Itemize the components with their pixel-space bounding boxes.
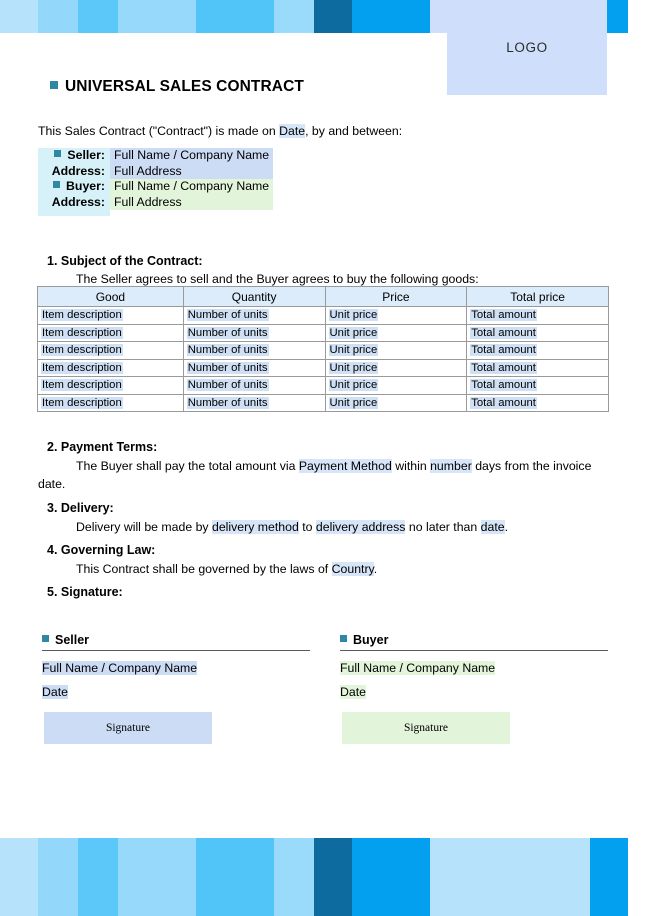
banner-block-1	[38, 0, 78, 33]
goods-cell-r2-c0[interactable]	[38, 342, 184, 360]
parties-table	[38, 148, 273, 216]
square-bullet-icon	[50, 81, 58, 89]
seller-address-row	[38, 164, 273, 180]
square-bullet-icon	[54, 150, 61, 157]
seller-label-text: Seller:	[67, 148, 105, 162]
goods-cell-text: Number of units	[187, 309, 268, 322]
banner-block-4	[196, 838, 274, 916]
buyer-address-label-cell: Address:	[38, 195, 110, 211]
goods-cell-r5-c2[interactable]	[325, 394, 467, 412]
table-row	[38, 342, 609, 360]
seller-signature-name[interactable]: Full Name / Company Name	[42, 661, 198, 675]
buyer-label-text: Buyer:	[66, 179, 105, 193]
s3-text-part4: .	[504, 520, 509, 534]
section-4-body	[38, 560, 598, 578]
goods-cell-text: Item description	[42, 309, 122, 322]
s3-text-part2: to	[298, 520, 316, 534]
parties-spacer-value	[110, 210, 273, 216]
parties-spacer-label	[38, 210, 110, 216]
goods-column-header-total-price: Total price	[467, 287, 609, 307]
goods-cell-r1-c1[interactable]	[183, 324, 325, 342]
goods-cell-text: Number of units	[187, 361, 268, 374]
goods-cell-r4-c2[interactable]	[325, 377, 467, 395]
goods-cell-r1-c0[interactable]	[38, 324, 184, 342]
banner-block-2	[78, 0, 118, 33]
seller-signature-field[interactable]	[44, 712, 212, 744]
goods-cell-text: Number of units	[187, 344, 268, 357]
buyer-address-value[interactable]: Full Address	[110, 195, 273, 211]
section-3-body	[38, 518, 598, 536]
buyer-signature-block	[340, 633, 608, 744]
buyer-name-row	[38, 179, 273, 195]
goods-cell-text: Total amount	[471, 396, 536, 409]
goods-cell-r1-c3[interactable]	[467, 324, 609, 342]
goods-cell-text: Item description	[42, 361, 122, 374]
seller-name-row	[38, 148, 273, 164]
intro-suffix-text: , by and between:	[305, 124, 403, 138]
square-bullet-icon	[42, 635, 49, 642]
s3-text-part3: no later than	[405, 520, 481, 534]
table-row	[38, 377, 609, 395]
s2-text-part2: within	[391, 459, 431, 473]
intro-prefix-text: This Sales Contract ("Contract") is made on	[38, 124, 280, 138]
seller-address-label-cell: Address:	[38, 164, 110, 180]
s4-text-part1: This Contract shall be governed by the laws of	[76, 562, 332, 576]
goods-cell-text: Unit price	[329, 361, 378, 374]
goods-cell-text: Total amount	[471, 361, 536, 374]
seller-address-value[interactable]: Full Address	[110, 164, 273, 180]
section-2-body	[38, 457, 598, 493]
seller-signature-date-line	[42, 677, 310, 701]
square-bullet-icon	[53, 181, 60, 188]
country-placeholder[interactable]: Country	[331, 562, 374, 576]
seller-signature-date[interactable]: Date	[42, 685, 68, 699]
goods-cell-r5-c0[interactable]	[38, 394, 184, 412]
buyer-signature-date[interactable]: Date	[340, 685, 366, 699]
goods-cell-r0-c1[interactable]	[183, 307, 325, 325]
seller-signature-title-text: Seller	[55, 633, 90, 647]
goods-column-header-price: Price	[325, 287, 467, 307]
delivery-date-placeholder[interactable]: date	[480, 520, 505, 534]
seller-name-value[interactable]: Full Name / Company Name	[110, 148, 273, 164]
goods-cell-text: Unit price	[329, 344, 378, 357]
s4-text-part2: .	[373, 562, 378, 576]
section-4-heading: 4. Governing Law:	[47, 543, 156, 557]
goods-cell-text: Total amount	[471, 309, 536, 322]
section-3-heading: 3. Delivery:	[47, 501, 114, 515]
buyer-label-cell	[38, 179, 110, 195]
square-bullet-icon	[340, 635, 347, 642]
bottom-decorative-banner	[0, 838, 648, 916]
parties-spacer-row	[38, 210, 273, 216]
buyer-signature-title-text: Buyer	[353, 633, 389, 647]
table-row	[38, 307, 609, 325]
seller-signature-title	[42, 633, 310, 651]
banner-block-7	[352, 0, 430, 33]
goods-header-row	[38, 287, 609, 307]
banner-block-8	[430, 838, 590, 916]
goods-cell-text: Unit price	[329, 326, 378, 339]
banner-block-3	[118, 0, 196, 33]
intro-paragraph	[38, 124, 402, 138]
goods-cell-r4-c3[interactable]	[467, 377, 609, 395]
table-row	[38, 324, 609, 342]
banner-block-6	[314, 838, 352, 916]
buyer-name-value[interactable]: Full Name / Company Name	[110, 179, 273, 195]
logo-label: LOGO	[506, 40, 548, 55]
goods-cell-r0-c3[interactable]	[467, 307, 609, 325]
logo-placeholder-box	[447, 0, 607, 95]
goods-cell-text: Number of units	[187, 396, 268, 409]
banner-block-1	[38, 838, 78, 916]
goods-cell-r4-c1[interactable]	[183, 377, 325, 395]
goods-cell-r2-c2[interactable]	[325, 342, 467, 360]
goods-cell-text: Item description	[42, 396, 122, 409]
goods-cell-text: Unit price	[329, 379, 378, 392]
goods-cell-r0-c2[interactable]	[325, 307, 467, 325]
table-row	[38, 394, 609, 412]
goods-cell-r3-c0[interactable]	[38, 359, 184, 377]
buyer-address-row	[38, 195, 273, 211]
page-title-text: UNIVERSAL SALES CONTRACT	[65, 78, 304, 95]
goods-cell-r2-c1[interactable]	[183, 342, 325, 360]
delivery-address-placeholder[interactable]: delivery address	[315, 520, 406, 534]
buyer-signature-date-line	[340, 677, 608, 701]
buyer-signature-field[interactable]	[342, 712, 510, 744]
banner-block-7	[352, 838, 430, 916]
goods-cell-text: Item description	[42, 344, 122, 357]
banner-block-0	[0, 838, 38, 916]
goods-cell-text: Total amount	[471, 326, 536, 339]
goods-cell-text: Total amount	[471, 379, 536, 392]
s2-text-part1: The Buyer shall pay the total amount via	[76, 459, 299, 473]
section-1-body: The Seller agrees to sell and the Buyer agrees to buy the following goods:	[76, 272, 479, 286]
goods-cell-r1-c2[interactable]	[325, 324, 467, 342]
goods-cell-r5-c3[interactable]	[467, 394, 609, 412]
goods-cell-text: Total amount	[471, 344, 536, 357]
banner-block-6	[314, 0, 352, 33]
buyer-signature-name-line	[340, 651, 608, 677]
buyer-signature-field-label: Signature	[403, 722, 449, 734]
goods-cell-r3-c2[interactable]	[325, 359, 467, 377]
goods-cell-text: Item description	[42, 379, 122, 392]
delivery-method-placeholder[interactable]: delivery method	[212, 520, 299, 534]
banner-block-9	[590, 838, 628, 916]
seller-signature-field-label: Signature	[105, 722, 151, 734]
goods-cell-text: Item description	[42, 326, 122, 339]
payment-method-placeholder[interactable]: Payment Method	[298, 459, 392, 473]
goods-table	[37, 286, 609, 412]
section-5-heading: 5. Signature:	[47, 585, 123, 599]
intro-date-placeholder[interactable]: Date	[279, 124, 306, 138]
banner-block-2	[78, 838, 118, 916]
goods-cell-r4-c0[interactable]	[38, 377, 184, 395]
seller-signature-name-line	[42, 651, 310, 677]
goods-cell-r2-c3[interactable]	[467, 342, 609, 360]
seller-label-cell	[38, 148, 110, 164]
goods-table-head	[38, 287, 609, 307]
banner-block-4	[196, 0, 274, 33]
page-title	[50, 78, 304, 96]
buyer-signature-name[interactable]: Full Name / Company Name	[340, 661, 496, 675]
s2-text-part3: days from the invoice date.	[38, 459, 592, 491]
banner-block-5	[274, 0, 314, 33]
goods-cell-text: Number of units	[187, 379, 268, 392]
seller-signature-block	[42, 633, 310, 744]
goods-cell-r0-c0[interactable]	[38, 307, 184, 325]
banner-block-0	[0, 0, 38, 33]
section-2-heading: 2. Payment Terms:	[47, 440, 158, 454]
goods-column-header-quantity: Quantity	[183, 287, 325, 307]
goods-cell-r5-c1[interactable]	[183, 394, 325, 412]
goods-cell-text: Unit price	[329, 309, 378, 322]
goods-cell-r3-c1[interactable]	[183, 359, 325, 377]
goods-cell-text: Unit price	[329, 396, 378, 409]
goods-table-body	[38, 307, 609, 412]
goods-cell-text: Number of units	[187, 326, 268, 339]
payment-days-placeholder[interactable]: number	[430, 459, 472, 473]
table-row	[38, 359, 609, 377]
s3-text-part1: Delivery will be made by	[76, 520, 212, 534]
buyer-signature-title	[340, 633, 608, 651]
banner-block-5	[274, 838, 314, 916]
section-1-heading: 1. Subject of the Contract:	[47, 254, 203, 268]
banner-block-3	[118, 838, 196, 916]
goods-column-header-good: Good	[38, 287, 184, 307]
goods-cell-r3-c3[interactable]	[467, 359, 609, 377]
